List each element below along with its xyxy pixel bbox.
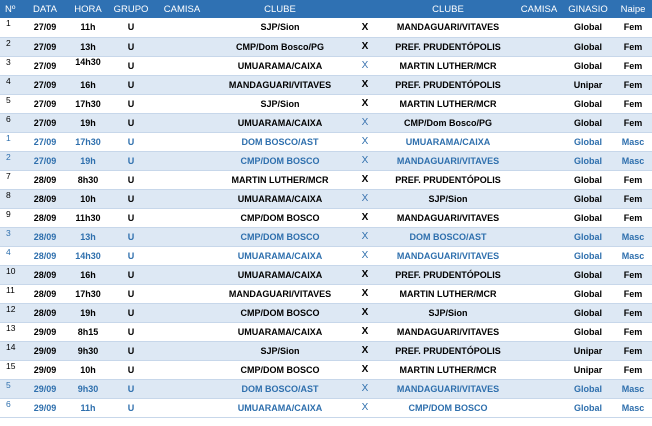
vs-mark: X — [350, 227, 380, 246]
cell-grupo: U — [108, 341, 154, 360]
cell-camisa-home — [154, 398, 210, 417]
cell-data: 29/09 — [22, 341, 68, 360]
cell-camisa-home — [154, 75, 210, 94]
vs-mark: X — [350, 75, 380, 94]
table-row — [0, 284, 652, 303]
cell-num: 11 — [0, 284, 22, 303]
table-row — [0, 227, 652, 246]
cell-ginasio: Global — [562, 37, 614, 56]
vs-mark: X — [350, 113, 380, 132]
cell-ginasio: Global — [562, 322, 614, 341]
cell-num: 5 — [0, 379, 22, 398]
vs-mark: X — [350, 151, 380, 170]
cell-clube-home: UMUARAMA/CAIXA — [210, 189, 350, 208]
cell-ginasio: Global — [562, 208, 614, 227]
cell-num: 15 — [0, 360, 22, 379]
cell-camisa-away — [516, 94, 562, 113]
table-row — [0, 208, 652, 227]
cell-grupo: U — [108, 322, 154, 341]
cell-camisa-home — [154, 284, 210, 303]
cell-data: 28/09 — [22, 246, 68, 265]
cell-naipe: Masc — [614, 132, 652, 151]
cell-ginasio: Global — [562, 379, 614, 398]
cell-data: 29/09 — [22, 322, 68, 341]
cell-camisa-away — [516, 132, 562, 151]
vs-mark: X — [350, 303, 380, 322]
header-camisa-home: CAMISA — [163, 3, 201, 15]
cell-clube-away: PREF. PRUDENTÓPOLIS — [380, 170, 516, 189]
cell-clube-away: PREF. PRUDENTÓPOLIS — [380, 341, 516, 360]
cell-num: 6 — [0, 113, 22, 132]
cell-ginasio: Unipar — [562, 75, 614, 94]
cell-data: 27/09 — [22, 75, 68, 94]
header-naipe: Naipe — [620, 3, 646, 15]
cell-clube-home: SJP/Sion — [210, 18, 350, 37]
vs-mark: X — [350, 132, 380, 151]
cell-hora: 16h — [68, 265, 108, 284]
cell-clube-home: MARTIN LUTHER/MCR — [210, 170, 350, 189]
cell-ginasio: Global — [562, 265, 614, 284]
cell-camisa-home — [154, 113, 210, 132]
vs-mark: X — [350, 18, 380, 37]
cell-camisa-home — [154, 360, 210, 379]
table-row — [0, 75, 652, 94]
cell-camisa-home — [154, 303, 210, 322]
cell-num: 2 — [0, 151, 22, 170]
vs-mark: X — [350, 341, 380, 360]
header-vs — [350, 0, 380, 18]
cell-ginasio: Global — [562, 398, 614, 417]
cell-naipe: Fem — [614, 303, 652, 322]
cell-camisa-home — [154, 189, 210, 208]
vs-mark: X — [350, 170, 380, 189]
cell-hora: 17h30 — [68, 94, 108, 113]
cell-data: 27/09 — [22, 113, 68, 132]
cell-hora: 19h — [68, 303, 108, 322]
cell-grupo: U — [108, 265, 154, 284]
cell-clube-away: CMP/Dom Bosco/PG — [380, 113, 516, 132]
table-row — [0, 322, 652, 341]
table-row — [0, 341, 652, 360]
table-row — [0, 151, 652, 170]
cell-data: 27/09 — [22, 132, 68, 151]
table-header — [0, 0, 652, 18]
table-row — [0, 379, 652, 398]
cell-grupo: U — [108, 56, 154, 75]
cell-camisa-home — [154, 170, 210, 189]
cell-clube-home: DOM BOSCO/AST — [210, 132, 350, 151]
cell-hora: 13h — [68, 227, 108, 246]
cell-num: 4 — [0, 75, 22, 94]
header-grupo: GRUPO — [113, 3, 149, 15]
cell-clube-home: SJP/Sion — [210, 94, 350, 113]
cell-grupo: U — [108, 189, 154, 208]
cell-camisa-home — [154, 151, 210, 170]
cell-hora: 17h30 — [68, 132, 108, 151]
vs-mark: X — [350, 56, 380, 75]
cell-grupo: U — [108, 398, 154, 417]
cell-num: 4 — [0, 246, 22, 265]
cell-hora: 11h — [68, 398, 108, 417]
cell-camisa-away — [516, 37, 562, 56]
cell-camisa-home — [154, 37, 210, 56]
cell-naipe: Fem — [614, 113, 652, 132]
cell-camisa-home — [154, 208, 210, 227]
cell-camisa-away — [516, 246, 562, 265]
cell-clube-home: SJP/Sion — [210, 341, 350, 360]
cell-hora: 8h15 — [68, 322, 108, 341]
cell-clube-home: MANDAGUARI/VITAVES — [210, 284, 350, 303]
cell-clube-home: DOM BOSCO/AST — [210, 379, 350, 398]
cell-grupo: U — [108, 170, 154, 189]
cell-camisa-home — [154, 94, 210, 113]
cell-num: 9 — [0, 208, 22, 227]
cell-num: 6 — [0, 398, 22, 417]
cell-clube-away: MANDAGUARI/VITAVES — [380, 18, 516, 37]
cell-camisa-home — [154, 18, 210, 37]
cell-grupo: U — [108, 113, 154, 132]
cell-camisa-away — [516, 56, 562, 75]
cell-clube-home: UMUARAMA/CAIXA — [210, 246, 350, 265]
cell-camisa-away — [516, 208, 562, 227]
cell-clube-away: MANDAGUARI/VITAVES — [380, 208, 516, 227]
cell-ginasio: Global — [562, 284, 614, 303]
cell-num: 13 — [0, 322, 22, 341]
cell-num: 12 — [0, 303, 22, 322]
cell-grupo: U — [108, 379, 154, 398]
table-row — [0, 113, 652, 132]
cell-num: 10 — [0, 265, 22, 284]
cell-hora: 19h — [68, 151, 108, 170]
cell-hora: 10h — [68, 189, 108, 208]
cell-num: 2 — [0, 37, 22, 56]
cell-naipe: Fem — [614, 18, 652, 37]
cell-camisa-away — [516, 322, 562, 341]
cell-camisa-away — [516, 303, 562, 322]
header-hora: HORA — [74, 3, 102, 15]
cell-grupo: U — [108, 132, 154, 151]
cell-clube-home: UMUARAMA/CAIXA — [210, 322, 350, 341]
header-clube-home: CLUBE — [264, 3, 296, 15]
cell-ginasio: Global — [562, 170, 614, 189]
vs-mark: X — [350, 398, 380, 417]
cell-camisa-away — [516, 398, 562, 417]
cell-hora: 14h30 — [68, 56, 108, 75]
cell-camisa-home — [154, 246, 210, 265]
cell-ginasio: Global — [562, 56, 614, 75]
cell-camisa-home — [154, 341, 210, 360]
cell-naipe: Fem — [614, 322, 652, 341]
cell-camisa-home — [154, 132, 210, 151]
cell-num: 8 — [0, 189, 22, 208]
cell-camisa-away — [516, 379, 562, 398]
header-row — [0, 0, 652, 18]
vs-mark: X — [350, 360, 380, 379]
cell-grupo: U — [108, 284, 154, 303]
cell-grupo: U — [108, 227, 154, 246]
cell-naipe: Masc — [614, 398, 652, 417]
cell-camisa-away — [516, 18, 562, 37]
cell-naipe: Fem — [614, 75, 652, 94]
table-row — [0, 189, 652, 208]
cell-grupo: U — [108, 360, 154, 379]
cell-grupo: U — [108, 18, 154, 37]
cell-clube-home: CMP/DOM BOSCO — [210, 151, 350, 170]
cell-ginasio: Unipar — [562, 360, 614, 379]
cell-data: 27/09 — [22, 151, 68, 170]
cell-camisa-home — [154, 322, 210, 341]
cell-grupo: U — [108, 37, 154, 56]
cell-ginasio: Global — [562, 227, 614, 246]
cell-num: 14 — [0, 341, 22, 360]
cell-naipe: Fem — [614, 37, 652, 56]
vs-mark: X — [350, 37, 380, 56]
cell-data: 29/09 — [22, 360, 68, 379]
cell-camisa-home — [154, 265, 210, 284]
header-camisa-away: CAMISA — [520, 3, 558, 15]
cell-ginasio: Global — [562, 113, 614, 132]
cell-clube-home: CMP/DOM BOSCO — [210, 208, 350, 227]
table-row — [0, 94, 652, 113]
cell-clube-home: CMP/DOM BOSCO — [210, 303, 350, 322]
table-row — [0, 265, 652, 284]
cell-num: 3 — [0, 227, 22, 246]
cell-naipe: Masc — [614, 227, 652, 246]
cell-data: 27/09 — [22, 94, 68, 113]
cell-clube-away: UMUARAMA/CAIXA — [380, 132, 516, 151]
table-row — [0, 132, 652, 151]
cell-data: 28/09 — [22, 189, 68, 208]
cell-clube-away: PREF. PRUDENTÓPOLIS — [380, 75, 516, 94]
cell-data: 29/09 — [22, 398, 68, 417]
cell-naipe: Fem — [614, 341, 652, 360]
cell-num: 5 — [0, 94, 22, 113]
cell-ginasio: Global — [562, 94, 614, 113]
cell-grupo: U — [108, 208, 154, 227]
table-row — [0, 170, 652, 189]
cell-camisa-away — [516, 170, 562, 189]
cell-camisa-away — [516, 341, 562, 360]
cell-clube-home: CMP/DOM BOSCO — [210, 360, 350, 379]
cell-hora: 13h — [68, 37, 108, 56]
cell-grupo: U — [108, 151, 154, 170]
cell-camisa-home — [154, 379, 210, 398]
cell-clube-away: SJP/Sion — [380, 303, 516, 322]
table-row — [0, 303, 652, 322]
cell-clube-home: MANDAGUARI/VITAVES — [210, 75, 350, 94]
cell-data: 29/09 — [22, 379, 68, 398]
cell-clube-away: MARTIN LUTHER/MCR — [380, 94, 516, 113]
vs-mark: X — [350, 246, 380, 265]
cell-camisa-away — [516, 75, 562, 94]
cell-clube-away: CMP/DOM BOSCO — [380, 398, 516, 417]
table-row — [0, 246, 652, 265]
table-row — [0, 56, 652, 75]
table-row — [0, 360, 652, 379]
cell-data: 28/09 — [22, 303, 68, 322]
cell-camisa-away — [516, 360, 562, 379]
vs-mark: X — [350, 379, 380, 398]
cell-hora: 10h — [68, 360, 108, 379]
cell-naipe: Masc — [614, 151, 652, 170]
cell-clube-home: UMUARAMA/CAIXA — [210, 56, 350, 75]
cell-naipe: Fem — [614, 265, 652, 284]
cell-clube-away: MANDAGUARI/VITAVES — [380, 379, 516, 398]
cell-data: 28/09 — [22, 227, 68, 246]
cell-clube-away: PREF. PRUDENTÓPOLIS — [380, 37, 516, 56]
cell-ginasio: Global — [562, 151, 614, 170]
cell-hora: 9h30 — [68, 341, 108, 360]
table-row — [0, 398, 652, 417]
cell-hora: 8h30 — [68, 170, 108, 189]
cell-num: 3 — [0, 56, 22, 75]
cell-clube-home: UMUARAMA/CAIXA — [210, 398, 350, 417]
cell-camisa-away — [516, 284, 562, 303]
cell-camisa-away — [516, 227, 562, 246]
table-body — [0, 18, 652, 417]
header-data: DATA — [33, 3, 57, 15]
cell-clube-away: MARTIN LUTHER/MCR — [380, 284, 516, 303]
cell-naipe: Fem — [614, 208, 652, 227]
cell-clube-home: UMUARAMA/CAIXA — [210, 265, 350, 284]
header-ginasio: GINASIO — [568, 3, 608, 15]
cell-grupo: U — [108, 75, 154, 94]
vs-mark: X — [350, 94, 380, 113]
cell-hora: 16h — [68, 75, 108, 94]
cell-clube-away: MANDAGUARI/VITAVES — [380, 151, 516, 170]
cell-camisa-away — [516, 151, 562, 170]
cell-camisa-away — [516, 265, 562, 284]
cell-clube-away: MARTIN LUTHER/MCR — [380, 56, 516, 75]
header-clube-away: CLUBE — [432, 3, 464, 15]
header-num: Nº — [5, 3, 16, 15]
cell-num: 1 — [0, 132, 22, 151]
cell-clube-away: MANDAGUARI/VITAVES — [380, 322, 516, 341]
cell-hora: 17h30 — [68, 284, 108, 303]
cell-ginasio: Global — [562, 132, 614, 151]
cell-hora: 14h30 — [68, 246, 108, 265]
cell-naipe: Masc — [614, 246, 652, 265]
table-row — [0, 37, 652, 56]
vs-mark: X — [350, 322, 380, 341]
cell-data: 28/09 — [22, 284, 68, 303]
cell-ginasio: Global — [562, 246, 614, 265]
cell-camisa-away — [516, 113, 562, 132]
cell-naipe: Masc — [614, 379, 652, 398]
cell-data: 27/09 — [22, 56, 68, 75]
vs-mark: X — [350, 284, 380, 303]
cell-clube-home: CMP/DOM BOSCO — [210, 227, 350, 246]
cell-clube-away: SJP/Sion — [380, 189, 516, 208]
cell-ginasio: Global — [562, 18, 614, 37]
vs-mark: X — [350, 189, 380, 208]
cell-naipe: Fem — [614, 189, 652, 208]
vs-mark: X — [350, 265, 380, 284]
cell-grupo: U — [108, 303, 154, 322]
cell-camisa-home — [154, 227, 210, 246]
cell-data: 27/09 — [22, 37, 68, 56]
cell-naipe: Fem — [614, 94, 652, 113]
table-row — [0, 18, 652, 37]
cell-ginasio: Unipar — [562, 341, 614, 360]
cell-naipe: Fem — [614, 170, 652, 189]
cell-data: 27/09 — [22, 18, 68, 37]
cell-clube-home: CMP/Dom Bosco/PG — [210, 37, 350, 56]
cell-data: 28/09 — [22, 208, 68, 227]
cell-hora: 19h — [68, 113, 108, 132]
cell-ginasio: Global — [562, 189, 614, 208]
cell-clube-away: MARTIN LUTHER/MCR — [380, 360, 516, 379]
cell-num: 1 — [0, 18, 22, 37]
cell-data: 28/09 — [22, 265, 68, 284]
cell-hora: 11h — [68, 18, 108, 37]
cell-camisa-away — [516, 189, 562, 208]
cell-clube-away: MANDAGUARI/VITAVES — [380, 246, 516, 265]
cell-naipe: Fem — [614, 284, 652, 303]
cell-camisa-home — [154, 56, 210, 75]
cell-clube-home: UMUARAMA/CAIXA — [210, 113, 350, 132]
cell-clube-away: PREF. PRUDENTÓPOLIS — [380, 265, 516, 284]
cell-naipe: Fem — [614, 360, 652, 379]
cell-grupo: U — [108, 94, 154, 113]
cell-naipe: Fem — [614, 56, 652, 75]
cell-hora: 11h30 — [68, 208, 108, 227]
cell-hora: 9h30 — [68, 379, 108, 398]
vs-mark: X — [350, 208, 380, 227]
cell-grupo: U — [108, 246, 154, 265]
cell-ginasio: Global — [562, 303, 614, 322]
cell-num: 7 — [0, 170, 22, 189]
cell-data: 28/09 — [22, 170, 68, 189]
cell-clube-away: DOM BOSCO/AST — [380, 227, 516, 246]
